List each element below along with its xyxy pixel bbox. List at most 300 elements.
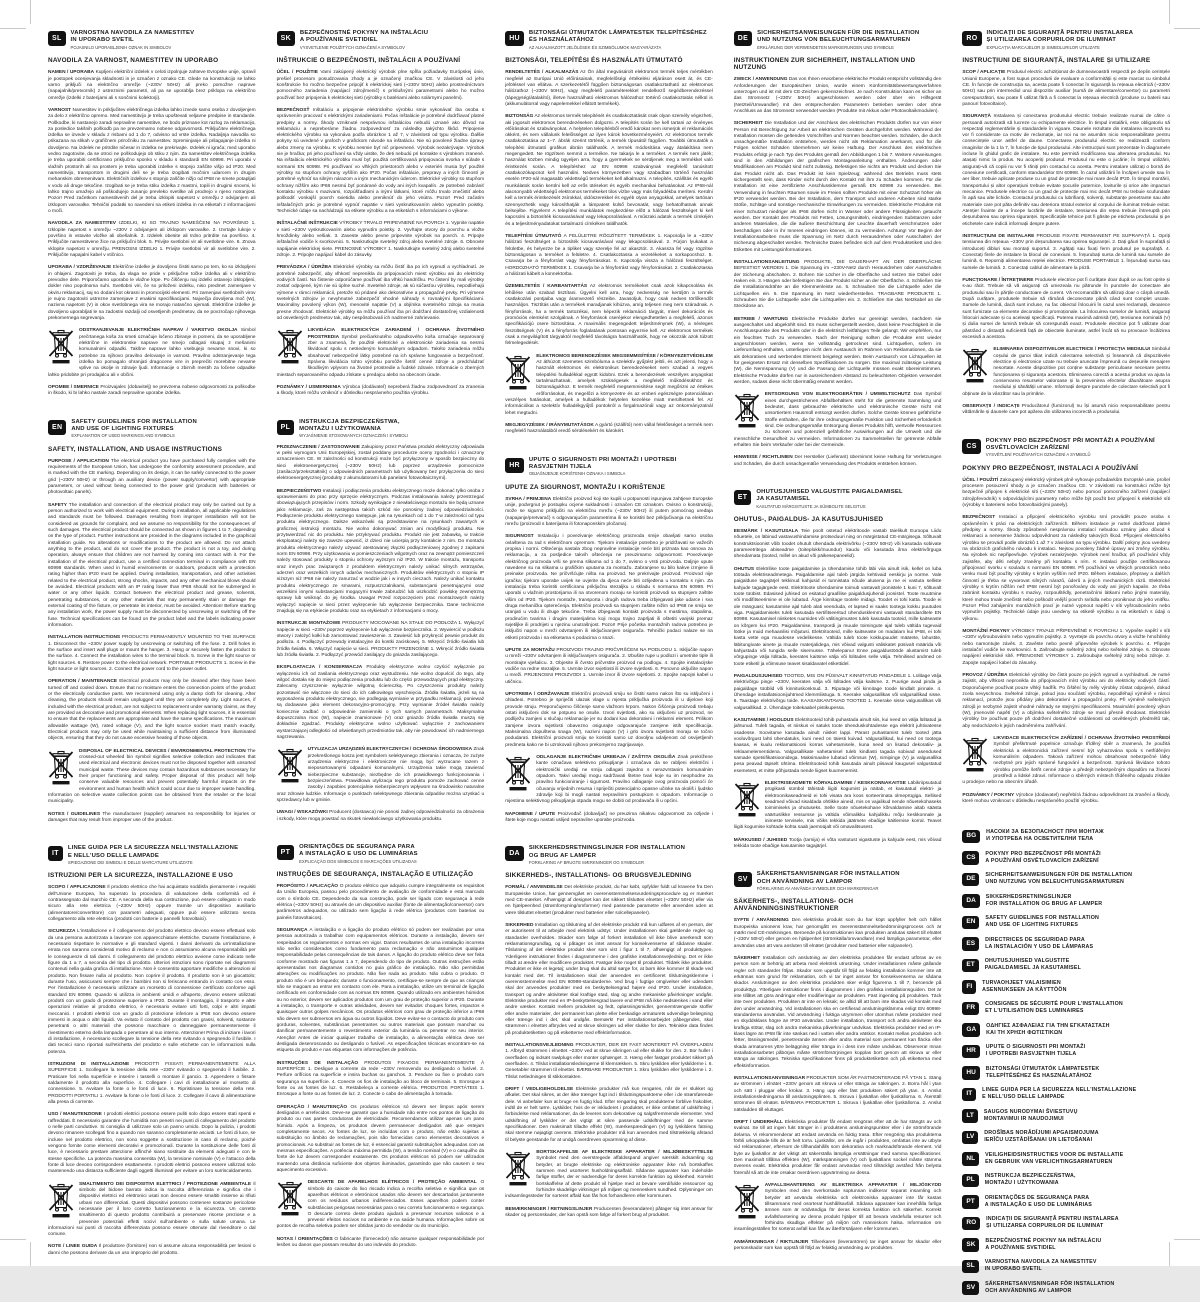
crop-mark-top-right-v	[1169, 0, 1170, 24]
language-index-title-line: LINEE GUIDA PER LA SICUREZZA NELL'INSTALLAZIONE	[982, 1087, 1136, 1094]
language-code-badge: HR	[962, 1045, 979, 1059]
language-index-title-line: SIKKERHEDSRETNINGSLINJER	[986, 894, 1102, 901]
section-text: O produto elétrico que adquiriu cumpre integralmente os requisitos da União Europeia, passou pelo procedimento de avaliação de conformidade e está marcado com o símbolo CE. Dependendo da sua construção, pode ser ligado com segurança à rede elétrica (~230V 50Hz) ou através de um dispositivo auxiliar (fonte de alimentação/conversor) com parâmetros adequados, ou utilizado sem ligação à rede elétrica (produtos com baterias ou painéis fotovoltaicos).	[277, 884, 485, 921]
section-label: BEZPIECZEŃSTWO	[277, 489, 322, 494]
section-label: SÄKERHET	[734, 956, 760, 961]
section-label: DRIFT / VEDLIGEHOLDELSE	[505, 1087, 573, 1092]
section-text: Az áthúzott szemetes szimbóluma a szelektív gyűjtést jelöli, és azt jelenti, hogy a használt elektromos és elektronikus berendezéseket nem szabad a vegyes települési hulladékkal együtt kidobni. Ezek a berendezések veszélyes anyagokat tartalmazhatnak, amelyek szükségesek a megfelelő működésükhöz és biztonságukhoz. E termék megfelelő megsemmisítése segít megőrizni az értékes erőforrásokat, és megelőzi a környezetre és az emberi egészségre potenciálisan veszélyes hatásokat, amelyek a hulladékok helytelen kezelése miatt merülhetnek fel. Az információkat a szelektív hulladékgyűjtő pontokról a forgalmazónál vagy az önkormányzatnál lehet megtudni.	[505, 360, 713, 416]
instruction-section	[277, 385, 485, 398]
language-index-title-line: TURVAOHJEET VALAISIMIEN	[982, 980, 1066, 987]
section-label: SCOP / APLICAȚIE	[962, 70, 1005, 75]
section-text: Električne izdelke je dovoljeno čistiti samo po tem, ko so izklopljeni in ohlajeni. Zagotoviti je treba, da vlaga ne pride v priključne točke izdelka ali v električno prevodne dele. Priporočamo uporabo le vlažne krpe. Po čiščenju naj izdelki ostanejo izklopljeni, dokler niso popolnoma suhi. Svetlobni viri, če so priloženi izdelku, niso predmet zamenjave v okviru reklamacij, saj so dodani kot okrasni in promocijski elementi. Pri zamenjavi svetlobnih virov je nujno zagotoviti ustrezne zamenjave z enakimi specifikacijami. Največja dovoljena moč (W), nazivna napetost (V) in okov svetlobnega vira se morajo natančno ujemati. Električne izdelke je dovoljeno uporabljati le na zadostni razdalji od osvetljenih predmetov, da ne povzročajo njihovega prekomernega segrevanja.	[48, 265, 256, 321]
section-label: NAMEN / UPORABA	[48, 70, 94, 75]
section-text: Producenten (leverandøren) påtager sig intet ansvar for skader og personskader, der kan opstå som følge af forkert brug af produktet.	[505, 1207, 713, 1218]
section-label: EESMÄRK / KASUTUSALA	[734, 529, 798, 534]
section-text: Instalaci a připojení elektrického výrobku smí provádět pouze osoba s oprávněním k práci na elektrických zařízeních. Během instalace je nutné dodržovat platné předpisy a normy. Škody způsobené nesprávnou instalací nebudou uznány jako důvod k reklamaci a neneseme žádnou odpovědnost za následky takových škod. Připojení elektrického výrobku se provádí podle obrázků 1 až 7 v závislosti na typu výrobku. Další pokyny jsou uvedeny na obrázcích grafického návodu k instalaci. Nejsou povoleny žádné úpravy ani změny výrobku. Na výrobek nic nepřipevňujte. Výrobek nezakrývejte. Výrobek není hračka; při používání vždy zajistěte, aby děti nebyly zraněny při kontaktu s ním. K instalaci použijte certifikovanou připojovací svorku v souladu s normami EN 60998. Při používání ve vlhkých prostorách nebo venku musí být použity výrobky s krytím vyšším než IP20. Během instalace, přepravy a dalších činností je třeba se vyvarovat silných nárazů, úderů a jiných mechanických rázů. Elektrické výrobky s krytím nižším než IP68 nesmí být ponořovány do vody ani jiných kapalin. Je třeba zabránit kontaktu výrobku s mazivy, rozpouštědly, penetračními látkami nebo jinými materiály, které mohou trvale znečistit nebo poškodit vnější povrch svítidla nebo proniknout do jeho vnitřku. Pozor! Před zahájením montážních prací je nutné vypnout napětí v síti vyšroubováním nebo vypnutím pojistky. Technické údaje jsou uvedeny na etiketě výrobku a na etiketách s údaji o výkonu.	[962, 515, 1170, 621]
section-label: FUNCȚIONARE / ÎNTREȚINERE	[962, 278, 1033, 283]
section-label: ELEKTRISEADMETE KÕRVALDAMINE / KESKKONNAKAITSE	[765, 781, 906, 786]
lang-block-title-line: SIKKERHEDSRETNINGSLINJER FOR INSTALLATION	[529, 845, 685, 852]
language-index-title-line: BEZPEČNOSTNÉ POKYNY NA INŠTALÁCIU	[985, 1238, 1101, 1245]
section-label: DRIFT / UNDERHÅLL	[734, 1120, 783, 1125]
language-index-title-line: SAUGOS NURODYMAI ŠVIESTUVŲ	[984, 1109, 1078, 1116]
instruction-section	[734, 674, 942, 712]
instruction-section	[962, 673, 1170, 730]
crop-mark-bottom-right-h	[1174, 1239, 1200, 1240]
section-text: VÝROBKY TRVALE PŘIPEVNĚNÉ K POVRCHU 1. Vypněte napětí v síti ~230V vyšroubováním nebo vypnutím pojistky. 2. Vyvrtejte do povrchu otvory a vložte hmoždinky nebo namontujte závěs. 3. Zavěste nebo pevně připevněte výrobek k povrchu. 4. Připojte instalační vodiče ke svorkovnici. 5. Zašroubujte světelný zdroj nebo světelné zdroje. 6. Obnovte napájení elektrické sítě. PŘENOSNÉ VÝROBKY 1. Zašroubujte světelný zdroj nebo zdroje. 2. Zapojte napájecí kabel do zásuvky.	[962, 629, 1170, 666]
language-index-title-line: A POUŽÍVÁNÍ OSVĚTLOVACÍCH ZAŘÍZENÍ	[985, 858, 1100, 865]
language-index-item	[962, 1001, 1170, 1015]
language-index-title-line: AND USE OF LIGHTING FIXTURES	[985, 922, 1099, 929]
section-text: Il prodotto elettrico che hai acquistato soddisfa pienamente i requisiti dell'Unione Europea, ha superato la procedura di valutazione della conformità ed è contrassegnato dal marchio CE. A seconda della sua costruzione, può essere collegato in modo sicuro alla rete elettrica (~230V 50Hz) oppure tramite un dispositivo ausiliario (alimentatore/convertitore) con parametri adeguati, oppure può essere utilizzato senza collegamento alla rete elettrica (prodotti con batterie o pannelli fotovoltaici).	[48, 885, 256, 922]
language-index-item	[962, 1087, 1170, 1101]
crop-mark-bottom-left-v	[30, 1242, 31, 1266]
language-code-badge: SL	[962, 1260, 978, 1274]
section-text: VÝROBKY TRVALO PRIPEVNENÉ NA POVRCH 1. Vypnite napätie v sieti ~230V vyskrutkovaním alebo vypnutím poistky. 2. Vyvŕtajte otvory do povrchu a vložte hmoždinky alebo vešiak. 3. Zaveste alebo pevne pripevnite výrobok na povrch. 4. Pripojte inštalačné vodiče k svorkovnici. 5. Naskrutkujte svetelný zdroj alebo svetelné zdroje. 6. Obnovte napájanie elektrickej siete. PRENOSNÉ VÝROBKY 1. Naskrutkujte svetelný zdroj alebo svetelné zdroje. 2. Pripojte napájací kábel do zásuvky.	[277, 221, 485, 258]
lang-block-main-heading: INSTRUKTIONEN ZUR SICHERHEIT, INSTALLATION UND NUTZUNG	[734, 57, 942, 71]
language-index-title	[985, 1001, 1123, 1015]
lang-block-subtitle: KASUTATUD MÄRGISTUSTE JA SÜMBOLITE SELGITUS	[756, 504, 902, 509]
lang-block-hr	[505, 457, 713, 825]
lang-block-subtitle: EXPLANATION OF USED MARKINGS AND SYMBOLS	[71, 433, 197, 438]
language-index-title	[985, 1152, 1123, 1166]
weee-crossed-out-bin-icon	[734, 782, 760, 818]
language-index-title	[985, 1281, 1114, 1295]
weee-crossed-out-bin-icon	[962, 737, 988, 773]
language-code-badge: LT	[962, 1109, 977, 1123]
lang-block-header	[505, 457, 713, 477]
section-text: Vami zakúpený elektrický výrobok plne spĺňa požiadavky Európskej únie, prešiel procesom posudzovania zhody a je označený značkou CE. V závislosti od jeho konštrukcie ho možno bezpečne pripojiť k elektrickej sieti (~230V 50Hz) alebo prostredníctvom pomocného zariadenia (napájací zdroj/menič) s príslušnými parametrami alebo ho možno používať bez pripojenia k elektrickej sieti (výrobky s batériami alebo solárnymi panelmi).	[277, 70, 485, 100]
instruction-section	[734, 567, 942, 668]
language-index-title	[985, 1173, 1076, 1187]
lang-block-header	[277, 844, 485, 864]
language-index-item	[962, 1044, 1170, 1058]
weee-crossed-out-bin-icon	[505, 1151, 531, 1187]
section-label: NAPOMENE / UPUTE	[505, 812, 555, 817]
section-text: Elektritooteid tohib puhastada ainult siis, kui need on välja lülitatud ja jahtunud. Tuleb tagada, et niiskus ei satuks toote ühenduskohtadesse ega elektrit juhtivatesse osadesse. Soovitame kasutada ainult niisket lappi. Pärast puhastamist tuleb tooted jätta vooluvõrgust lahti ühendatuks, kuni need on täiesti kuivad. Valgusallikad, kui need on tootega kaasas, ei kuulu reklamatsiooni korras vahetamisele, kuna need on lisatud dekoratiiv- ja reklaamelementidena. Valgusallikate vahetamisel tuleb kindlasti tagada sobivad asendused samade spetsifikatsioonidega. Maksimaalne lubatud võimsus (W), nimipinge (V) ja valgusallika pesa peavad täpselt ühtima. Elektritooteid tohib kasutada ainult piisaval kaugusel valgustatud esemetest, et mitte põhjustada nende liigset kuumenemist.	[734, 718, 942, 774]
section-label: ISTRUZIONI DI INSTALLAZIONE	[48, 1062, 129, 1067]
lang-block-title-line: INDICAȚII DE SIGURANȚĂ PENTRU INSTALAREA	[987, 30, 1134, 37]
lang-block-title-line: UND NUTZUNG VON BELEUCHTUNGSARMATUREN	[757, 37, 919, 44]
section-label: PREVÁDZKA / ÚDRŽBA	[277, 265, 332, 270]
language-code-badge: DE	[962, 873, 979, 887]
section-text: Az elektromos termék telepítését és csatlakoztatását csak olyan személy végezheti, aki jogosult elektromos berendezéseken dolgozni. A telepítés során be kell tartani az érvényes előírásokat és szabványokat. A helytelen telepítésből eredő károkat nem ismerjük el reklamációs okként, és nem vállalunk felelősséget az ilyen károk következményeiért. Az elektromos termék csatlakoztatása az 1–7. ábrák szerint történik, a termék típusától függően. További útmutatók a telepítési útmutató grafikus ábráin találhatók. A termék módosítása vagy átalakítása nem megengedett. Ne rögzítsen semmit a termékre. Ne takarja le a terméket. A termék nem játék; használat közben mindig ügyeljen arra, hogy a gyermekek ne sérüljenek meg a termékkel való érintkezés során. A telepítéshez az EN 60998 szabványnak megfelelő tanúsított csatlakozókapcsot kell használni. Nedves környezetben vagy szabadban történő használat esetén IP20-nál magasabb védettségű termékeket kell alkalmazni. A telepítés, szállítás és egyéb munkálatok során kerülni kell az erős ütéseket és egyéb mechanikai behatásokat. Az IP68-nál alacsonyabb védettségű elektromos termékeket tilos vízbe vagy más folyadékba meríteni. Kerülni kell a termék érintkezését zsírokkal, oldószerekkel és egyéb olyan anyagokkal, amelyek tartósan szennyezhetik vagy károsíthatják a lámpatest külső bevonatát, vagy behatolhatnak annak belsejébe. Figyelem! A telepítési munkálatok megkezdése előtt a hálózati feszültséget ki kell kapcsolni a biztosíték kicsavarásával vagy lekapcsolásával. A műszaki adatok a termék címkéjén és a teljesítményadatokat tartalmazó címkéken találhatók.	[505, 114, 713, 227]
section-text: Elektrické výrobky lze čistit pouze po jejich vypnutí a vychladnutí. Je nutné zajistit, aby vlhkost nepronikla do připojovacích míst výrobku ani do elektricky vodivých částí. Doporučujeme používat pouze vlhký hadřík. Po čištění by měly výrobky zůstat odpojené, dokud zcela nevyschnou. Světelné zdroje, pokud jsou součástí výrobku, nepodléhají výměně v rámci reklamací, protože jsou přidány jako dekorativní a propagační prvky. Při výměně světelných zdrojů je nezbytné zajistit vhodné náhrady se stejnými specifikacemi. Maximální povolený výkon (W), jmenovité napětí (V) a objímka světelného zdroje se musí přesně shodovat. Elektrické výrobky lze používat pouze při dodržení dostatečné vzdálenosti od osvětlených předmětů tak, aby nedocházelo k jejich nadměrnému zahřívání.	[962, 673, 1170, 729]
language-code-badge: DA	[962, 894, 979, 908]
language-index-title-line: INSTRUKCJA BEZPIECZEŃSTWA,	[985, 1173, 1076, 1180]
instruction-section	[277, 747, 485, 804]
language-index-title-line: OHUTUSJUHISED VALGUSTITE	[985, 958, 1081, 965]
section-text: PRODUKTY MOCOWANE NA STAŁE DO PODŁOŻA 1. Wyłączyć napięcie w sieci ~230V poprzez wykręcenie lub wyłączenie bezpiecznika. 2. Wywiercić w podłożu otwory i założyć kołki lub zamontować zawieszenie. 3. Zawiesić lub przykręcić pewnie produkt do podłoża. 4. Podłączyć przewody instalacyjne do kostki zaciskowej. 5. Wkręcić źródło światła lub źródła światła. 6. Włączyć napięcie w sieci. PRODUKTY PRZENOŚNE 1. Wkręcić źródło światła lub źródła światła. 2. Podłączyć przewód zasilający do gniazda zasilającego.	[277, 621, 485, 658]
language-index-title-line: UPUTE O SIGURNOSTI PRI MONTAŽI	[986, 1044, 1085, 1051]
section-label: NOTES / GUIDELINES	[48, 812, 100, 817]
language-index-title-line: CONSIGNES DE SÉCURITÉ POUR L'INSTALLATION	[985, 1001, 1123, 1008]
lang-block-title-line: A INSTALAÇÃO E USO DE LUMINÁRIAS	[299, 851, 418, 858]
language-index-title-line: BIZTONSÁGI ÚTMUTATÓK LÁMPATESTEK	[986, 1066, 1100, 1073]
lang-block-titles	[529, 30, 707, 50]
language-index-title-line: OCH ANVÄNDNING AV LAMPOR	[985, 1288, 1114, 1295]
section-text: Das von Ihnen erworbene elektrische Produkt entspricht vollständig den Anforderungen der Europäischen Union, wurde einem Konformitätsbewertungsverfahren unterzogen und ist mit dem CE-Zeichen gekennzeichnet. Je nach Konstruktion kann es sicher an das Stromnetz (~230V 50Hz) angeschlossen werden oder über ein Hilfsgerät (Netzteil/Umwandler) mit den entsprechenden Parametern betrieben werden oder ohne Anschluss an das Stromnetz verwendet werden (Produkte mit Akkus oder Photovoltaikmodulen).	[734, 77, 942, 114]
language-index-title	[985, 937, 1093, 951]
lang-block-subtitle: VYSVETLENIE POUŽITÝCH OZNAČENÍ A SYMBOLOV	[300, 45, 428, 50]
section-label: BEZPEČNOSŤ	[277, 108, 310, 113]
section-text: Výrobce (dodavatel) nepřebírá žádnou odpovědnost za zranění a škody, které mohou vzniknout v důsledku nesprávného použití výrobku.	[962, 793, 1170, 804]
section-label: PROVOZ / ÚDRŽBA	[962, 673, 1007, 678]
section-label: HINWEISE / RICHTLINIEN	[734, 455, 793, 460]
instruction-section	[505, 354, 713, 417]
language-index-title	[986, 1216, 1119, 1230]
language-index-title-line: PAIGALDAMISEL JA KASUTAMISEL	[985, 965, 1081, 972]
language-index-title-line: EN GEBRUIK VAN VERLICHTINGSARMATUREN	[985, 1159, 1123, 1166]
language-code-badge: ET	[962, 959, 978, 973]
section-label: SVRHA / PRIMJENA	[505, 497, 551, 502]
lang-block-main-heading: NAVODILA ZA VARNOST, NAMESTITEV IN UPORABO	[48, 57, 256, 64]
section-text: PROIZVODI TRAJNO PRIČVRŠĆENI NA PODLOGU 1. Isključite napon u mreži ~230V odvrtanjem ili isključivanjem osigurača. 2. Izbušite rupe u podlozi i umetnite tiple ili montirajte vješalicu. 3. Objesite ili čvrsto pričvrstite proizvod na podlogu. 4. Spojite instalacijske vodiče na redne stezaljke. 5. Uvrnite izvor svjetlosti ili izvore svjetlosti. 6. Ponovno uključite napon u mreži. PRIJENOSNI PROIZVODI 1. Uvrnite izvor ili izvore svjetlosti. 2. Spojite napojni kabel u utičnicu.	[505, 648, 713, 685]
lang-block-titles	[68, 845, 238, 865]
instruction-section	[505, 234, 713, 278]
section-label: UPUTE ZA MONTAŽU	[505, 648, 555, 653]
section-text: Der Hersteller (Lieferant) übernimmt keine Haftung für Verletzungen und Schäden, die durch unsachgemäße Verwendung des Produkts entstehen können.	[734, 455, 942, 466]
section-text: IZDELKI, KI SO TRAJNO NAMEŠČENI NA POVRŠINO 1. Izklopite napetost v omrežju ~230V z odvijanjem ali izklopom varovalke. 2. Izvrtajte luknje v površino in vstavite vložke ali obešalnik. 3. Izdelek obesite ali trdno pritrdite na površino. 4. Priključite namestitvene žice na priključni blok. 5. Privijte svetlobni vir ali svetlobne vire. 6. Znova vklopite napetost v omrežju. PRENOSNI IZDELKI 1. Privijte svetlobni vir ali svetlobne vire. 2. Priključite napajalni kabel v vtičnico.	[48, 221, 256, 258]
lang-block-subtitle: SPIEGAZIONE DEI SIMBOLI E DELLE MARCATURE UTILIZZATE	[68, 860, 238, 865]
weee-crossed-out-bin-icon	[48, 329, 74, 365]
leaflet-column-1	[48, 30, 256, 1302]
language-index-title-line: LA INSTALACIÓN Y USO DE LÁMPARAS	[985, 944, 1093, 951]
section-label: UTYLIZACJA URZĄDZEŃ ELEKTRYCZNYCH / OCHRONA ŚRODOWISKA	[308, 747, 473, 752]
lang-block-subtitle: OBJAŠNJENJE KORIŠTENIH OZNAKA I SIMBOLA	[529, 471, 677, 476]
instruction-section	[734, 1183, 942, 1234]
lang-block-et	[734, 489, 942, 850]
instruction-section	[505, 755, 713, 806]
instruction-section	[734, 121, 942, 254]
section-text: Os produtos elétricos só devem ser limpos após serem desligados e arrefecidos. Deve-se garantir que a humidade não entre nos pontos de ligação do produto ou nas partes condutoras de eletricidade. Recomendamos utilizar apenas um pano húmido. Após a limpeza, os produtos devem permanecer desligados até que estejam completamente secos. As fontes de luz, se incluídas com o produto, não estão sujeitas a substituição no âmbito de reclamações, pois são fornecidas como elementos decorativos e promocionais. Ao substituir as fontes de luz, é essencial garantir substituições adequadas com as mesmas especificações. A potência máxima permitida (W), a tensão nominal (V) e o casquilho da fonte de luz devem corresponder exatamente. Os produtos elétricos só podem ser utilizados mantendo uma distância suficiente dos objetos iluminados, garantindo que não causem o seu aquecimento excessivo.	[277, 1105, 485, 1173]
lang-block-header	[962, 30, 1170, 50]
language-index-title-line: UND NUTZUNG VON BELEUCHTUNGSARMATUREN	[985, 879, 1132, 886]
section-text: PRODUKTER, DER ER FAST MONTERET PÅ OVERFLADEN 1. Afbryd strømmen i elnettet ~230V ved at skrue sikringen ud eller slukke for den. 2. Bor huller i overfladen og indsæt rawlplugs eller monter ophænget. 3. Hæng eller fastgør produktet sikkert på overfladen. 4. Tilslut installationsledningerne til klemrækken. 5. Skru lyskilden eller lyskilderne i. 6. Genetabler strømmen til elnettet. BÆRBARE PRODUKTER 1. Skru lyskilden eller lyskilderne i. 2. Tilslut netledningen til stikkontakten.	[505, 1043, 713, 1080]
lang-block-titles	[756, 489, 902, 509]
section-label: SIGURANȚĂ	[962, 114, 991, 119]
section-text: Výrobca (dodávateľ) nepreberá žiadnu zodpovednosť za zranenia a škody, ktoré môžu vzniknúť v dôsledku nesprávneho použitia výrobku.	[277, 385, 485, 396]
weee-crossed-out-bin-icon	[734, 393, 760, 429]
section-label: LIKVIDÁCIA ELEKTRICKÝCH ZARIADENÍ / OCHRANA ŽIVOTNÉHO PROSTREDIA	[308, 328, 485, 339]
language-index-title-line: MONTAŻU I UŻYTKOWANIA	[985, 1180, 1076, 1187]
lang-block-header	[48, 845, 256, 865]
lang-block-title-line: VARNOSTNA NAVODILA ZA NAMESTITEV	[71, 30, 195, 37]
lang-block-title-line: A POUŽÍVANIE SVETIDIEL	[300, 37, 428, 44]
instruction-section	[962, 234, 1170, 272]
weee-crossed-out-bin-icon	[505, 355, 531, 391]
section-label: LIKVIDACE ELEKTRICKÝCH ZAŘÍZENÍ / OCHRANA ŽIVOTNÍHO PROSTŘEDÍ	[993, 736, 1170, 741]
section-label: OBSERVAȚII / INDICAȚII	[962, 404, 1019, 409]
language-index-title	[986, 1023, 1109, 1037]
section-text: A instalação e a ligação do produto elétrico só podem ser realizadas por uma pessoa autorizada a trabalhar com equipamentos elétricos. Durante a instalação, devem ser respeitados os regulamentos e normas em vigor. Danos resultantes de uma instalação incorreta não serão considerados como fundamento para reclamação e não assumimos qualquer responsabilidade pelas consequências de tais danos. A ligação do produto elétrico deve ser feita conforme mostrado nas figuras 1 a 7, dependendo do tipo de produto. Outras instruções estão apresentadas nos diagramas contidos no guia gráfico de instalação. Não são permitidas alterações ou modificações no produto. Não fixe nada ao produto. Não cubra o produto. O produto não é um brinquedo; durante o funcionamento, certifique-se sempre de que as crianças não se magoam ao entrar em contacto com ele. Para a instalação, utilize um terminal de ligação certificado em conformidade com as normas EN 60998. Quando utilizado em ambientes húmidos ou no exterior, devem ser aplicados produtos com um grau de proteção superior a IP20. Durante a instalação, o transporte e outras atividades, devem ser evitados choques fortes, impactos e quaisquer outros golpes mecânicos. Os produtos elétricos com grau de proteção inferior a IP68 não devem ser submersos em água ou outros líquidos. Deve evitar-se o contacto do produto com gorduras, solventes, substâncias penetrantes ou outros materiais que possam manchar ou danificar permanentemente o revestimento exterior da luminária ou penetrar no seu interior. Atenção! Antes de iniciar qualquer trabalho de instalação, a alimentação elétrica deve ser desligada desenroscando ou desligando o fusível. As especificações técnicas encontram-se na etiqueta do produto e nas etiquetas com informações de potência.	[277, 928, 485, 1053]
section-label: SIKKERHED	[505, 923, 533, 928]
section-text: Instalaciju i povezivanje električnog proizvoda smije obavljati samo osoba ovlaštena za rad s električnom opremom. Tijekom instalacije potrebno je pridržavati se važećih propisa i normi. Oštećenja nastala zbog nepravilne instalacije neće biti priznata kao osnova za reklamaciju, a za posljedice takvih oštećenja ne preuzimamo odgovornost. Povezivanje električnog proizvoda vrši se prema slikama od 1 do 7, ovisno o vrsti proizvoda. Daljnje upute navedene su na slikama u grafičkim uputama za montažu. Zabranjene su bilo kakve izmjene ili preinake proizvoda. Ne pričvršćujte ništa na proizvod. Ne prekrivajte proizvod. Proizvod nije igračka; tijekom uporabe uvijek se uvjerite da djeca neće biti ozlijeđena u kontaktu s njim. Za instalaciju treba koristiti certificiranu priključnu stezaljku u skladu s normama EN 60998. Pri uporabi u vlažnim prostorijama ili na otvorenom moraju se koristiti proizvodi sa stupnjem zaštite višim od IP20. Tijekom montaže, transporta i drugih radova treba izbjegavati jake udarce i sva druga mehanička opterećenja. Električni proizvodi sa stupnjem zaštite nižim od IP68 ne smiju se uranjati u vodu ili druge tekućine. Treba izbjegavati kontakt proizvoda s mastima, otapalima, prodirućim tvarima i drugim materijalima koji mogu trajno zaprljati ili oštetiti vanjski premaz svjetiljke ili prodrijeti u njezinu unutrašnjost. Pozor! Prije početka montažnih radova potrebno je isključiti napon u mreži odvrtanjem ili isključivanjem osigurača. Tehnički podaci nalaze se na etiketi proizvoda i na etiketama s podacima o snazi.	[505, 534, 713, 640]
language-index-title-line: DIRECTRICES DE SEGURIDAD PARA	[985, 937, 1093, 944]
instruction-section	[962, 478, 1170, 510]
section-label: BIZTONSÁG	[505, 114, 533, 119]
section-text: Symbolet med den overstregede affaldsspand angiver særskilt indsamling og betyder, at brugte elektriske og elektroniske apparater ikke må bortskaffes sammen med usorteret husholdningsaffald. Sådanne apparater kan indeholde farlige stoffer, der er nødvendige for deres korrekte funktion og sikkerhed. Korrekt bortskaffelse af dette produkt vil hjælpe med at bevare værdifulde ressourcer og forhindre skadelige virkninger på miljøet og menneskers sundhed. Oplysninger om indsamlingssteder for sorteret affald kan fås hos forhandleren eller kommunen.	[505, 1156, 713, 1199]
lang-block-main-heading: ISTRUZIONI PER LA SICUREZZA, INSTALLAZIONE E USO	[48, 872, 256, 879]
instruction-section	[277, 884, 485, 922]
instruction-section	[505, 284, 713, 347]
section-label: DESCARTE DE APARELHOS ELÉTRICOS / PROTEÇÃO AMBIENTAL	[308, 1180, 477, 1185]
lang-block-title-line: SICHERHEITSANWEISUNGEN FÜR DIE INSTALLATION	[757, 30, 919, 37]
instruction-section	[48, 221, 256, 259]
section-text: Simbolul coșului de gunoi tăiat indică colectarea selectivă și înseamnă că dispozitivele electrice și electronice uzate nu trebuie aruncate împreună cu deșeurile menajere nesortate. Aceste dispozitive pot conține substanțe periculoase necesare pentru funcționarea și siguranța acestora. Eliminarea corectă a acestui produs va ajuta la conservarea resurselor valoroase și la prevenirea efectelor dăunătoare asupra mediului și sănătății umane. Informații despre punctele de colectare selectivă pot fi obținute de la vânzător sau la primărie.	[962, 347, 1170, 396]
section-label: FORMÅL / ANVENDELSE	[505, 885, 563, 890]
language-code-badge: ES	[962, 937, 979, 951]
language-index-title	[984, 1109, 1078, 1123]
section-label: AVFALLSHANTERING AV ELEKTRISKA APPARATER / MILJÖSKYDD	[765, 1183, 942, 1188]
instruction-section	[48, 929, 256, 1056]
section-text: Symbol prečiarknutého odpadkového koša označuje separovaný zber a znamená, že použité elektrické a elektronické zariadenia sa nesmú likvidovať spolu s netriedeným komunálnym odpadom. Takéto zariadenia môžu obsahovať nebezpečné látky potrebné na ich správne fungovanie a bezpečnosť. Správna likvidácia tohto výrobku pomôže šetriť cenné zdroje a predchádzať škodlivým vplyvom na životné prostredie a ľudské zdravie. Informácie o zberných miestach separovaného odpadu získate u predajcu alebo na obecnom úrade.	[277, 335, 485, 378]
section-text: Elektriska produkter får endast rengöras efter att de har stängts av och svalnat. Se till att ingen fukt tränger in i produktens anslutningspunkter eller i de strömförande delarna. Vi rekommenderar att endast använda en fuktig trasa. Efter rengöring ska produkterna förbli urkopplade tills de är helt torra. Ljuskällor, om de ingår i produkten, omfattas inte av utbyte vid reklamationer, eftersom de tillhandahålls som dekorativa och marknadsförande element. Vid byte av ljuskällor är det viktigt att säkerställa lämpliga ersättningar med samma specifikationer. Den maximalt tillåtna effekten (W), märkspänningen (V) och ljuskällans sockel måste stämma överens exakt. Elektriska produkter får endast användas med tillräckligt avstånd från belysta föremål så att de inte orsakar överdriven uppvärmning av dessa.	[734, 1120, 942, 1176]
section-label: TELEPÍTÉSI ÚTMUTATÓ	[505, 234, 561, 239]
language-code-badge: ET	[734, 490, 752, 505]
lang-block-titles	[299, 419, 408, 439]
lang-block-ro	[962, 30, 1170, 417]
language-index-title-line: I UPOTREBI RASVJETNIH TIJELA	[986, 1051, 1085, 1058]
section-text: Il produttore (fornitore) non si assume alcuna responsabilità per lesioni o danni che possono derivare da un uso improprio del prodotto.	[48, 1244, 256, 1255]
lang-block-main-heading: SAFETY, INSTALLATION, AND USAGE INSTRUCTIONS	[48, 446, 256, 453]
instruction-section	[505, 1207, 713, 1220]
section-text: TOOTED, MIS ON PÜSIVALT KINNITATUD PINDADELE 1. Lülitage välja elektrivõrgu pinge ~230V, keerates välja või lülitades välja kaitsme. 2. Puurige avad pinda ja paigaldage tüüblid või kinnituskonksud. 3. Riputage või kinnitage toode kindlalt pinnale. 4. Ühendage installatsioonijuhtmed klemmliistuga. 5. Keerake valgusallikas või valgusallikad sisse. 6. Taastage elektrivõrgu toide. KAASASKANTAVAD TOOTED 1. Keerake sisse valgusallikas või valgusallikad. 2. Ühendage toitekaabel pistikupessa.	[734, 674, 942, 711]
lang-block-header	[277, 419, 485, 439]
section-text: Instalarea și conectarea produsului electric trebuie realizate numai de către o persoană autorizată să lucreze cu echipamente electrice. În timpul instalării, este obligatoriu să respectați reglementările și standardele în vigoare. Daunele rezultate din instalarea incorectă nu vor fi considerate ca motiv de reclamație, iar noi nu ne asumăm nicio responsabilitate pentru consecințele unor astfel de daune. Conectarea produsului electric se realizează conform imaginilor de la 1 la 7, în funcție de tipul produsului. Alte instrucțiuni sunt prezentate în diagramele incluse în ghidul grafic de instalare. Nu este permisă modificarea sau alterarea produsului. Nu atașați nimic la produs. Nu acoperiți produsul. Produsul nu este o jucărie; în timpul utilizării, asigurați-vă că copiii nu vor fi răniți prin contactul cu acesta. Pentru instalare utilizați o bornă de conexiune certificată, conform standardelor EN 60998. În cazul utilizării în încăperi umede sau în aer liber, trebuie aplicate produse cu un grad de protecție mai mare decât IP20. În timpul montării, transportului și altor operațiuni trebuie evitate șocurile puternice, loviturile și orice alte impacturi mecanice. Produsele electrice cu un grad de protecție mai mic decât IP68 nu trebuie scufundate în apă sau alte lichide. Contactul produsului cu lubrifianți, solvenți, substanțe penetrante sau alte materiale care pot păta definitiv sau deteriora stratul exterior al corpului de iluminat trebuie evitat. Atenție! Înainte de a începe lucrările de instalare, tensiunea din rețea trebuie întreruptă prin deșurubarea sau oprirea siguranței. Specificațiile tehnice pot fi găsite pe eticheta produsului și pe etichetele care indică informații despre putere.	[962, 114, 1170, 227]
instruction-section	[277, 621, 485, 659]
instruction-section	[277, 265, 485, 322]
section-label: OPOMBE / SMERNICE	[48, 385, 99, 390]
section-text: Läbikriipsutatud prügikasti sümbol tähistab liigiti kogumist ja näitab, et kasutatud elektri- ja elektroonikaseadmeid ei tohi visata ära koos sorteerimata olmeprügiga. Sellised seadmed võivad sisaldada ohtlikke aineid, mis on vajalikud nende nõuetekohaseks toimimiseks ja ohutuseks. Selle toote nõuetekohane kõrvaldamine aitab säästa väärtuslikke ressursse ja vältida võimalikku kahjulikku mõju keskkonnale ja inimeste tervisele, mis võiks tekkida jäätmete ebaõige käitlemise korral. Teavet liigiti kogumise kohtade kohta saab jaemüüjalt või omavalitsusest.	[734, 781, 942, 830]
lang-block-title-line: ȘI UTILIZAREA CORPURILOR DE ILUMINAT	[987, 37, 1134, 44]
instruction-section	[277, 928, 485, 1055]
lang-block-title-line: OCH ANVÄNDNING AV LAMPOR	[757, 879, 900, 886]
section-text: A gyártó (szállító) nem vállal felelősséget a termék nem megfelelő használatából eredő sérülésekért és károkért.	[505, 423, 713, 434]
section-label: MÄRKUSED / JUHISED	[734, 838, 787, 843]
instruction-section	[734, 956, 942, 1070]
section-text: Elektrische Produkte dürfen nur gereinigt werden, nachdem sie ausgeschaltet und abgekühlt sind. Es muss sichergestellt werden, dass keine Feuchtigkeit in die Anschlusspunkte des Produkts oder in die elektrisch leitfähigen Teile gelangt. Wir empfehlen, nur ein feuchtes Tuch zu verwenden. Nach der Reinigung sollten die Produkte erst wieder angeschlossen werden, wenn sie vollständig getrocknet sind. Lichtquellen, sofern im Lieferumfang enthalten, unterliegen nicht dem Austausch im Rahmen von Reklamationen, da sie als dekoratives und werbendes Element beigelegt werden. Beim Austausch von Lichtquellen ist für geeigneten Ersatz mit denselben Spezifikationen zu sorgen. Die maximal zulässige Leistung (W), die Nennspannung (V) und die Fassung der Lichtquelle müssen exakt übereinstimmen. Elektrische Produkte dürfen nur in ausreichendem Abstand zu beleuchteten Objekten verwendet werden, sodass diese nicht übermäßig erwärmt werden.	[734, 317, 942, 385]
lang-block-titles	[71, 30, 195, 50]
instruction-section	[48, 812, 256, 825]
instruction-section	[962, 793, 1170, 806]
instruction-section	[277, 445, 485, 483]
crop-mark-top-left-v	[30, 0, 31, 24]
language-index-title	[985, 1195, 1092, 1209]
instruction-section	[48, 1062, 256, 1106]
language-code-badge: SL	[48, 31, 66, 46]
instruction-section	[48, 885, 256, 923]
section-text: Symbolen med den överkorsade soptunnan indikerar separat insamling och betyder att använda elektriska och elektroniska apparater inte får kastas tillsammans med osorterat hushållsavfall. Sådana apparater kan innehålla farliga ämnen som är nödvändiga för deras korrekta funktion och säkerhet. Korrekt avfallshantering av denna produkt hjälper till att bevara värdefulla resurser och förhindra skadliga effekter på miljön och människors hälsa. Information om insamlingsställen för sorterat avfall kan fås av återförsäljaren eller kommunen.	[734, 1189, 942, 1232]
section-text: Teie poolt ostetud elektritoode vastab täielikult Euroopa Liidu nõuetele, on läbinud vastavushindamise protseduuri ning on märgistatud CE-märgisega. Sõltuvalt konstruktsioonist võib toodet ohutult ühendada elektrivõrku (~230V 50Hz) või kasutada sobivate parameetritega abiseadme (toiteplokk/muundur) kaudu või kasutada ilma elektrivõrguga ühendamata (tooted, millel on akud või päikesepaneelid).	[734, 529, 942, 559]
lang-block-main-heading: UPUTE ZA SIGURNOST, MONTAŽU I KORIŠTENJE	[505, 484, 713, 491]
language-index-title-line: MONTAVIMUI IR NAUDOJIMUI	[984, 1116, 1078, 1123]
section-text: The electrical product you have purchased fully complies with the requirements of the European Union, has undergone the conformity assessment procedure, and is marked with the CE marking. Depending on its design, it can be safely connected to the power grid (~230V 50Hz) or through an auxiliary device (power supply/convertor) with appropriate parameters, or used without being connected to the power grid (products with batteries or photovoltaic panels).	[48, 459, 256, 496]
language-code-badge: IT	[48, 846, 63, 861]
instruction-section	[505, 923, 713, 1037]
lang-block-title-line: OG BRUG AF LAMPER	[529, 853, 685, 860]
section-text: Symbol přeškrtnuté popelnice označuje tříděný sběr a znamená, že použitá elektrická a elektronická zařízení nesmí být vyhazována spolu s netříděným komunálním odpadem. Taková zařízení mohou obsahovat nebezpečné látky nezbytné pro jejich správné fungování a bezpečnost. Správná likvidace tohoto výrobku pomůže šetřit cenné zdroje a předejít nebezpečným dopadům na životní prostředí a lidské zdraví. Informace o sběrných místech tříděného odpadu získáte u prodejce nebo na obecním úřadě.	[962, 742, 1170, 785]
language-index-title-line: И УПОТРЕБА НА ОСВЕТИТЕЛНИ ТЕЛА	[986, 836, 1104, 843]
section-text: A FELÜLETRE RÖGZÍTETT TERMÉKEK 1. Kapcsolja le a ~230V hálózati feszültséget a biztosíték kicsavarásával vagy lekapcsolásával. 2. Fúrjon lyukakat a felületbe, és helyezze be a tipliket vagy szerelje fel az akasztót. 3. Akassza fel vagy rögzítse biztonságosan a terméket a felületre. 4. Csatlakoztassa a vezetékeket a sorkapocshoz. 5. Csavarja be a fényforrást vagy fényforrásokat. 6. Kapcsolja vissza a hálózati feszültséget. HORDOZHATÓ TERMÉKEK 1. Csavarja be a fényforrást vagy fényforrásokat. 2. Csatlakoztassa a hálózati kábelt a konnektorba.	[505, 234, 713, 277]
language-index-title	[985, 851, 1100, 865]
lang-block-header	[277, 30, 485, 50]
weee-crossed-out-bin-icon	[277, 748, 303, 784]
instruction-section	[505, 1150, 713, 1201]
section-label: ZWECK / ANWENDUNG	[734, 77, 788, 82]
language-code-badge: LV	[962, 1131, 978, 1145]
instruction-section	[48, 265, 256, 322]
section-label: BEMÆRKNINGER / RETNINGSLINJER	[505, 1207, 592, 1212]
language-code-badge: IT	[962, 1088, 976, 1102]
lang-block-header	[734, 871, 942, 891]
instruction-section	[48, 328, 256, 379]
language-index-item	[962, 1259, 1170, 1273]
instruction-section	[48, 679, 256, 742]
lang-block-main-heading: INSTRUCȚIUNI DE SIGURANȚĂ, INSTALARE ȘI UTILIZARE	[962, 57, 1170, 64]
lang-block-title-line: SÄKERHETSANVISNINGAR FÖR INSTALLATION	[757, 871, 900, 878]
language-code-badge: GA	[962, 1023, 980, 1037]
section-label: SEGURANÇA	[277, 928, 308, 933]
section-text: Das Symbol eines durchgestrichenen Abfallbehälters steht für die getrennte Sammlung und bedeutet, dass gebrauchte elektrische und elektronische Geräte nicht mit unsortiertem Hausmüll entsorgt werden dürfen. Solche Geräte können gefährliche Stoffe enthalten, die für ihre ordnungsgemäße Funktion und Sicherheit erforderlich sind. Die ordnungsgemäße Entsorgung dieses Produkts hilft, wertvolle Ressourcen zu schonen und potenziell gefährliche Auswirkungen auf die Umwelt und die menschliche Gesundheit zu vermeiden. Informationen zu Sammelstellen für getrennte Abfälle erhalten Sie beim Verkäufer oder bei der Gemeinde.	[734, 392, 942, 448]
section-text: Zakupiony przez Państwa produkt elektryczny odpowiada w pełni wymogom Unii Europejskiej, został poddany procedurze oceny zgodności i oznaczony oznaczeniem CE. W zależności od konstrukcji może być przyłączony w sposób bezpieczny do sieci elektroenergetycznej (~230V 50Hz) lub poprzez urządzenie pomocnicze (zasilacz/przekształtnik) o odpowiednich parametrach lub użytkowany bez przyłączenia do sieci elektroenergetycznej (produkty z akumulatorami lub panelami fotowoltaicznymi).	[277, 445, 485, 482]
language-index-item	[962, 1152, 1170, 1166]
lang-block-title-line: UPUTE O SIGURNOSTI PRI MONTAŽI I UPOTREBI	[529, 457, 677, 464]
instruction-section	[734, 1076, 942, 1114]
instruction-section	[505, 1043, 713, 1081]
instruction-section	[277, 665, 485, 741]
instruction-section	[505, 1087, 713, 1144]
lang-block-title-line: JA KASUTAMISEL	[756, 496, 902, 503]
section-label: ODLAGANJE ELEKTRIČNIH UREĐAJA / ZAŠTITA OKOLIŠA	[536, 755, 675, 760]
instruction-section	[48, 749, 256, 806]
language-code-badge: CS	[962, 851, 979, 865]
instruction-section	[48, 108, 256, 216]
instruction-section	[734, 838, 942, 851]
instruction-section	[734, 317, 942, 387]
section-text: Proizvajalec (dobavitelj) ne prevzema nobene odgovornosti za poškodbe in škodo, ki bi lahko nastale zaradi nepravilne uporabe izdelka.	[48, 385, 256, 396]
instruction-section	[734, 455, 942, 468]
section-label: SAFETY	[48, 503, 67, 508]
instruction-section	[277, 1061, 485, 1099]
lang-block-header	[734, 30, 942, 50]
lang-block-main-heading: SIKKERHEDS-, INSTALLATIONS- OG BRUGSVEJLEDNING	[505, 872, 713, 879]
lang-block-hu	[505, 30, 713, 436]
language-index-title-line: FOR INSTALLATION OG BRUG AF LAMPER	[986, 901, 1102, 908]
lang-block-header	[48, 30, 256, 50]
language-code-badge: CS	[962, 439, 980, 454]
section-label: UWAGI / WSKAZÓWKI	[277, 810, 328, 815]
language-index-title-line: A INSTALAÇÃO E USO DE LUMINÁRIAS	[985, 1202, 1092, 1209]
language-index-item	[962, 937, 1170, 951]
section-label: SMALTIMENTO DEI DISPOSITIVI ELETTRICI / PROTEZIONE AMBIENTALE	[79, 1182, 251, 1187]
language-code-badge: EN	[962, 916, 979, 930]
lang-block-titles	[71, 419, 197, 439]
lang-block-header	[962, 438, 1170, 458]
section-label: MEGJEGYZÉSEK / IRÁNYMUTATÁSOK	[505, 423, 594, 428]
lang-block-title-line: LINEE GUIDA PER LA SICUREZZA NELL'INSTALLAZIONE	[68, 845, 238, 852]
instruction-section	[505, 812, 713, 825]
section-text: O símbolo do caixote do lixo riscado indica a recolha seletiva e significa que os aparelhos elétricos e eletrónicos usados não devem ser descartados juntamente com os resíduos urbanos indiferenciados. Esses aparelhos podem conter substâncias perigosas necessárias para o seu correto funcionamento e segurança. O descarte correto deste produto ajudará a preservar recursos valiosos e a prevenir efeitos nocivos no ambiente e na saúde humana. Informações sobre os pontos de recolha seletiva podem ser obtidas junto do vendedor ou do município.	[277, 1180, 485, 1229]
instruction-section	[962, 114, 1170, 228]
language-index-title	[985, 915, 1099, 929]
section-text: O fabricante (fornecedor) não assume qualquer responsabilidade por lesões ou danos que possam resultar do uso indevido do produto.	[277, 1237, 485, 1248]
lang-block-pl	[277, 419, 485, 823]
section-text: L'installazione e il collegamento del prodotto elettrico devono essere effettuati solo da una persona autorizzata a lavorare con apparecchiature elettriche. Durante l'installazione, è necessario rispettare le normative e gli standard vigenti. I danni derivanti da un'installazione errata non saranno considerati motivo di reclamo e non ci assumiamo alcuna responsabilità per le conseguenze di tali danni. Il collegamento del prodotto elettrico avviene come indicato nelle figure da 1 a 7, a seconda del tipo di prodotto. Ulteriori istruzioni sono riportate nei diagrammi contenuti nella guida grafica di installazione. Non è consentito apportare modifiche o alterazioni al prodotto. Non fissare nulla al prodotto. Non coprire il prodotto. Il prodotto non è un giocattolo; durante l'uso, assicurarsi sempre che i bambini non si feriscano entrando in contatto con esso. Per l'installazione è necessario utilizzare un morsetto di connessione certificato conforme agli standard EN 60998. Quando si utilizza in ambienti umidi e all'aperto, devono essere utilizzati prodotti con un grado di protezione superiore a IP20. Durante il montaggio, il trasporto e altre operazioni relative al prodotto elettrico, è necessario evitare urti forti, colpi e altri impatti meccanici. I prodotti elettrici con un grado di protezione inferiore a IP68 non devono essere immersi in acqua o altri liquidi. Va evitato il contatto del prodotto con grassi, solventi, sostanze penetranti o altri materiali che possono macchiare o danneggiare permanentemente il rivestimento esterno della lampada o penetrare al suo interno. Attenzione! Prima di iniziare i lavori di installazione, è necessario scollegare la tensione della rete svitando o spegnendo il fusibile. I dati tecnici sono riportati sull'etichetta del prodotto e sulle etichette con le informazioni sulla potenza.	[48, 929, 256, 1054]
language-code-badge: BG	[962, 830, 980, 844]
lang-block-title-line: ORIENTAÇÕES DE SEGURANÇA PARA	[299, 844, 418, 851]
language-index-title	[982, 1087, 1136, 1101]
language-index-title-line: ORIENTAÇÕES DE SEGURANÇA PARA	[985, 1195, 1092, 1202]
language-index-item	[962, 1109, 1170, 1123]
language-index-item	[962, 1066, 1170, 1080]
section-text: Elektriske produkter må kun rengøres, når de er slukket og afkølet. Det skal sikres, at der ikke trænger fugt ind i tilslutningspunkterne eller i de strømførende dele. Vi anbefaler kun at bruge en fugtig klud. Efter rengøring skal produkterne forblive frakoblet, indtil de er helt tørre. Lyskilder, hvis de er inkluderet i produktet, er ikke omfattet af udskiftning i forbindelse med reklamationer, da de leveres som dekorative og salgsfremmende elementer. Ved udskiftning af lyskilder er det vigtigt at sikre passende udskiftninger med de samme specifikationer. Den maksimalt tilladte effekt (W), mærkespændingen (V) og lyskildens fatning skal stemme nøjagtigt overens. Elektriske produkter må kun anvendes med tilstrækkelig afstand til belyste genstande for at undgå overdreven opvarmning af disse.	[505, 1087, 713, 1143]
language-index-item	[962, 894, 1170, 908]
language-code-badge: FI	[962, 980, 976, 994]
language-index-item	[962, 958, 1170, 972]
language-index-title-line: INDICAȚII DE SIGURANȚĂ PENTRU INSTALAREA	[986, 1216, 1119, 1223]
lang-block-title-line: POKYNY PRO BEZPEČNOST PŘI MONTÁŽI A POUŽÍVÁNÍ	[986, 438, 1155, 445]
section-label: SICHERHEIT	[734, 121, 763, 126]
language-index-title-line: E NELL'USO DELLE LAMPADE	[982, 1094, 1136, 1101]
instruction-section	[505, 423, 713, 436]
language-index-title-line: DROŠĪBAS NORĀDĪJUMI APGAISMOJUMA	[984, 1130, 1099, 1137]
section-text: PRODOTTI FISSATI PERMANENTEMENTE ALLA SUPERFICIE 1. Scollegare la tensione della rete ~230V svitando o spegnendo il fusibile. 2. Praticare fori nella superficie e inserire i tasselli o montare il gancio. 3. Appendere o fissare saldamente il prodotto alla superficie. 4. Collegare i cavi di installazione al morsetto di connessione. 5. Avvitare la fonte o le fonti di luce. 6. Ripristinare la tensione della rete. PRODOTTI PORTATILI 1. Avvitare la fonte o le fonti di luce. 2. Collegare il cavo di alimentazione alla presa di corrente.	[48, 1062, 256, 1105]
language-code-badge: HR	[505, 458, 524, 473]
lang-block-subtitle: WYJAŚNIENIE STOSOWANYCH OZNACZEŃ I SYMBOLI	[299, 433, 408, 438]
section-text: Simbol prečrtanega koša za smeti označuje ločeno zbiranje in pomeni, da se uporabljene električne in elektronske naprave ne smejo odlagati skupaj z mešanimi komunalnimi odpadki. Takšne naprave lahko vsebujejo nevarne snovi, ki so potrebne za njihovo pravilno delovanje in varnost. Pravilno odstranjevanje tega izdelka bo pomagalo ohranjati dragocene vire in preprečiti morebitne nevarne vplive na okolje in zdravje ljudi. Informacije o zbirnih mestih za ločene odpadke lahko pridobite pri prodajalcu ali v občini.	[48, 328, 256, 377]
instruction-section	[48, 1182, 256, 1239]
language-index-item	[962, 829, 1170, 843]
instruction-section	[505, 648, 713, 686]
instruction-section	[277, 810, 485, 823]
lang-block-title-line: AND USE OF LIGHTING FIXTURES	[71, 426, 197, 433]
section-text: Električni proizvod koji ste kupili u potpunosti ispunjava zahtjeve Europske unije, podvrgnut je postupku ocjene sukladnosti i označen CE oznakom. Ovisno o konstrukciji, može se sigurno priključiti na električnu mrežu (~230V 50Hz) ili putem pomoćnog uređaja (napajanje/pretvarač) s odgovarajućim parametrima ili se koristiti bez priključivanja na električnu mrežu (proizvodi s baterijama ili fotonaponskim pločama).	[505, 497, 713, 527]
section-text: PRODUSE FIXATE PERMANENT PE SUPRAFAȚĂ 1. Opriți tensiunea din rețeaua ~230V prin deșurubarea sau oprirea siguranței. 2. Dați găuri în suprafață și introduceți dibluri sau montați suportul. 3. Agățați sau fixați ferm produsul pe suprafață. 4. Conectați firele de instalare la blocul de conexiuni. 5. Înșurubați sursa de lumină sau sursele de lumină. 6. Reporniți alimentarea rețelei electrice. PRODUSE PORTABILE 1. Înșurubați sursa sau sursele de lumină. 2. Conectați cablul de alimentare la priză.	[962, 234, 1170, 271]
leaflet-columns-grid	[48, 30, 1170, 1302]
section-text: Namestitev in priključitev električnega izdelka lahko izvede samo oseba z dovoljenjem za delo z električno opremo. Med namestitvijo je treba upoštevati veljavne predpise in standarde. Poškodbe, ki nastanejo zaradi nepravilne namestitve, ne bodo priznane kot razlog za reklamacijo, za posledice takšnih poškodb pa ne prevzemamo nobene odgovornosti. Priključitev električnega izdelka se izvede v skladu z risbami od 1 do 7, odvisno od vrste izdelka. Nadaljnja navodila so prikazana na slikah v grafičnem priročniku za namestitev. Spreminjanje ali prilagajanje izdelka ni dovoljeno. Na izdelek ne pritrdite ničesar in izdelka ne prekrivajte. Izdelek ni igrača; med uporabo vedno zagotovite, da se otroci ne poškodujejo ob stiku z njim. Za namestitev električnega izdelka je treba uporabiti certificirano priključno sponko v skladu s standardi EN 60998. Pri uporabi v vlažnih prostorih ali na prostem je treba uporabiti izdelke s stopnjo zaščite višjo od IP20. Med namestitvijo, transportom in drugimi deli se je treba izogibati močnim udarcem in drugim mehanskim obremenitvam. Električnih izdelkov s stopnjo zaščite nižjo od IP68 ne smete potapljati v vodo ali druge tekočine. Izogibati se je treba stiku izdelka z mastmi, topili in drugimi snovmi, ki lahko trajno umažejo ali poškodujejo zunanjo prevleko svetilke ali prodrejo v njeno notranjost. Pozor! Pred začetkom namestitvenih del je treba izklopiti napetost v omrežju z odvijanjem ali izklopom varovalke. Tehnični podatki so navedeni na etiketi izdelka in na etiketah z informacijami o moči.	[48, 108, 256, 214]
section-label: UPORABA / VZDRŽEVANJE	[48, 265, 111, 270]
lang-block-title-line: INSTRUKCJA BEZPIECZEŃSTWA,	[299, 419, 408, 426]
instruction-section	[48, 635, 256, 673]
instruction-section	[734, 918, 942, 950]
language-code-badge: HU	[505, 31, 524, 46]
instruction-section	[48, 70, 256, 102]
language-index-item	[962, 1130, 1170, 1144]
section-text: Proizvođač (dobavljač) ne preuzima nikakvu odgovornost za ozljede i štete koje mogu nastati uslijed nepravilne uporabe proizvoda.	[505, 812, 713, 823]
language-index-title-line: SÄKERHETSANVISNINGAR FÖR INSTALLATION	[985, 1281, 1114, 1288]
instruction-section	[505, 534, 713, 642]
section-text: The manufacturer (supplier) assumes no responsibility for injuries or damages that may result from improper use of the product.	[48, 812, 256, 823]
section-label: INSTRUKCJE MONTAŻOWE	[277, 621, 341, 626]
instruction-section	[734, 1120, 942, 1177]
lang-block-subtitle: FORKLARING AF BRUGTE MÆRKNINGER OG SYMBOLER	[529, 860, 685, 865]
language-code-badge: EN	[48, 420, 66, 435]
section-label: INSTRUÇÕES DE INSTALAÇÃO	[277, 1061, 359, 1066]
section-text: PRODUCTS PERMANENTLY MOUNTED TO THE SURFACE 1. Disconnect the ~230V power supply by unscrewing or switching off the fuse. 2. Drill holes in the surface and insert wall plugs or mount the hanger. 3. Hang or securely fasten the product to the surface. 4. Connect the installation wires to the terminal block. 5. Screw in the light source or light sources. 6. Restore power to the electrical network. PORTABLE PRODUCTS 1. Screw in the light source or light sources. 2. Connect the power cord to the power outlet.	[48, 635, 256, 672]
lang-block-subtitle: FÖRKLARING AV ANVÄNDA SYMBOLER OCH MARKERINGAR	[757, 886, 900, 891]
section-text: Produsele electrice pot fi curățate doar după ce au fost oprite și s-au răcit. Trebuie să vă asigurați că umezeala nu pătrunde în punctele de conectare ale produsului sau în părțile conductoare de curent. Vă recomandăm să utilizați doar o cârpă umedă. După curățare, produsele trebuie să rămână deconectate până când sunt complet uscate. Sursele de lumină, dacă sunt incluse, nu fac obiectul înlocuirii în cazul unei reclamații, deoarece sunt furnizate ca elemente decorative și promoționale. La înlocuirea surselor de lumină, asigurați înlocuiri adecvate și cu aceleași specificații. Puterea maximă admisă (W), tensiunea nominală (V) și dulia sursei de lumină trebuie să corespundă exact. Produsele electrice pot fi utilizate doar păstrând o distanță suficientă față de obiectele iluminate, astfel încât să nu provoace încălzirea excesivă a acestora.	[962, 278, 1170, 340]
language-index-title-line: IERĪČU UZSTĀDĪŠANAI UN LIETOŠANAI	[984, 1137, 1099, 1144]
section-label: NOTAS / ORIENTAÇÕES	[277, 1237, 333, 1242]
section-label: ANMÄRKNINGAR / RIKTLINJER	[734, 1240, 809, 1245]
language-index-title-line: VEILIGHEIDSINSTRUCTIES VOOR DE INSTALLATIE	[985, 1152, 1123, 1159]
lang-block-titles	[300, 30, 428, 50]
weee-crossed-out-bin-icon	[734, 1184, 760, 1220]
section-label: ENTSORGUNG VON ELEKTROGERÄTEN / UMWELTSCHUTZ	[765, 392, 911, 397]
instruction-section	[734, 781, 942, 832]
section-label: ELEKTROMOS BERENDEZÉSEK MEGSEMMISÍTÉSE / KÖRNYEZETVÉDELEM	[536, 354, 713, 359]
crop-mark-top-left-h	[0, 28, 26, 29]
